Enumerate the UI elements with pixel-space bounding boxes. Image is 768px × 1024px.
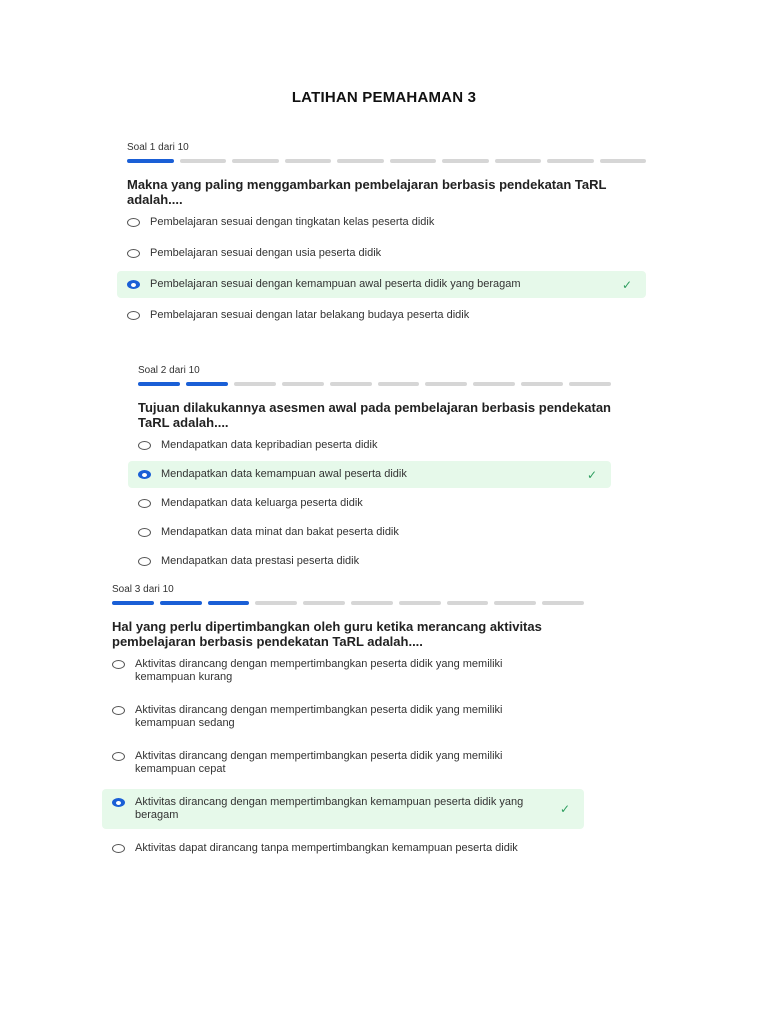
- radio-selected-icon[interactable]: [112, 798, 125, 807]
- radio-icon[interactable]: [112, 844, 125, 853]
- radio-icon[interactable]: [138, 441, 151, 450]
- answer-option[interactable]: [117, 246, 646, 261]
- progress-segment: [255, 601, 297, 605]
- question-counter: Soal 1 dari 10: [127, 142, 189, 153]
- answer-options: [127, 215, 646, 323]
- answer-option-label: Aktivitas dapat dirancang tanpa mempertimbangkan kemampuan peserta didik: [135, 842, 518, 854]
- progress-segment: [495, 159, 542, 163]
- progress-segment: [285, 159, 332, 163]
- answer-option[interactable]: [102, 657, 584, 685]
- question-counter: Soal 2 dari 10: [138, 365, 200, 376]
- answer-option-label: Aktivitas dirancang dengan mempertimbangkan peserta didik yang memiliki kemampuan cepat: [135, 750, 503, 775]
- radio-icon[interactable]: [112, 706, 125, 715]
- progress-bar: [127, 159, 646, 163]
- radio-selected-icon[interactable]: [138, 470, 151, 479]
- progress-segment: [180, 159, 227, 163]
- answer-option[interactable]: [102, 789, 584, 829]
- answer-options: [112, 657, 584, 856]
- answer-option[interactable]: [128, 461, 611, 488]
- answer-option-label: Aktivitas dirancang dengan mempertimbangkan peserta didik yang memiliki kemampuan sedang: [135, 704, 503, 729]
- progress-segment: [330, 382, 372, 386]
- quiz-question-2: [138, 365, 611, 569]
- progress-segment: [138, 382, 180, 386]
- radio-icon[interactable]: [127, 249, 140, 258]
- radio-selected-icon[interactable]: [127, 280, 140, 289]
- answer-option-label: Aktivitas dirancang dengan mempertimbangkan kemampuan peserta didik yang beragam: [135, 796, 524, 821]
- question-text: Makna yang paling menggambarkan pembelajaran berbasis pendekatan TaRL adalah....: [127, 177, 607, 207]
- progress-segment: [303, 601, 345, 605]
- answer-option-label: Mendapatkan data keluarga peserta didik: [161, 497, 363, 509]
- answer-option-label: Mendapatkan data prestasi peserta didik: [161, 555, 360, 567]
- quiz-question-3: [112, 584, 584, 856]
- answer-option[interactable]: [117, 271, 646, 298]
- radio-icon[interactable]: [127, 218, 140, 227]
- progress-segment: [127, 159, 174, 163]
- progress-segment: [521, 382, 563, 386]
- answer-option[interactable]: [117, 215, 646, 230]
- answer-option[interactable]: [128, 554, 611, 569]
- radio-icon[interactable]: [138, 528, 151, 537]
- radio-icon[interactable]: [112, 752, 125, 761]
- progress-bar: [112, 601, 584, 605]
- answer-option[interactable]: [128, 525, 611, 540]
- answer-option[interactable]: [128, 496, 611, 511]
- checkmark-icon: ✓: [621, 277, 632, 292]
- answer-option-label: Aktivitas dirancang dengan mempertimbangkan peserta didik yang memiliki kemampuan kurang: [135, 658, 503, 683]
- quiz-question-1: [127, 142, 646, 323]
- progress-segment: [351, 601, 393, 605]
- answer-option[interactable]: [102, 703, 584, 731]
- progress-segment: [442, 159, 489, 163]
- radio-icon[interactable]: [112, 660, 125, 669]
- progress-segment: [600, 159, 647, 163]
- answer-option-label: Pembelajaran sesuai dengan kemampuan awal peserta didik yang beragam: [150, 278, 521, 290]
- document-title: LATIHAN PEMAHAMAN 3: [291, 89, 477, 106]
- radio-icon[interactable]: [127, 311, 140, 320]
- progress-segment: [378, 382, 420, 386]
- answer-option[interactable]: [102, 841, 584, 856]
- question-counter: Soal 3 dari 10: [112, 584, 174, 595]
- checkmark-icon: ✓: [586, 467, 597, 482]
- progress-segment: [160, 601, 202, 605]
- question-text: Hal yang perlu dipertimbangkan oleh guru ketika merancang aktivitas pembelajaran berbasis pendekatan TaRL adalah....: [112, 619, 542, 649]
- progress-segment: [390, 159, 437, 163]
- progress-segment: [494, 601, 536, 605]
- radio-icon[interactable]: [138, 557, 151, 566]
- progress-segment: [232, 159, 279, 163]
- progress-segment: [186, 382, 228, 386]
- answer-option-label: Pembelajaran sesuai dengan latar belakang budaya peserta didik: [150, 309, 470, 321]
- progress-segment: [447, 601, 489, 605]
- answer-option-label: Pembelajaran sesuai dengan usia peserta didik: [150, 247, 382, 259]
- answer-option[interactable]: [117, 308, 646, 323]
- progress-bar: [138, 382, 611, 386]
- progress-segment: [337, 159, 384, 163]
- progress-segment: [399, 601, 441, 605]
- answer-option-label: Pembelajaran sesuai dengan tingkatan kelas peserta didik: [150, 216, 435, 228]
- radio-icon[interactable]: [138, 499, 151, 508]
- progress-segment: [542, 601, 584, 605]
- progress-segment: [473, 382, 515, 386]
- answer-option[interactable]: [128, 438, 611, 453]
- question-text: Tujuan dilakukannya asesmen awal pada pembelajaran berbasis pendekatan TaRL adalah....: [138, 400, 611, 430]
- progress-segment: [234, 382, 276, 386]
- answer-option[interactable]: [102, 749, 584, 777]
- answer-options: [138, 438, 611, 569]
- progress-segment: [425, 382, 467, 386]
- answer-option-label: Mendapatkan data kepribadian peserta didik: [161, 439, 378, 451]
- progress-segment: [282, 382, 324, 386]
- answer-option-label: Mendapatkan data kemampuan awal peserta didik: [161, 468, 407, 480]
- answer-option-label: Mendapatkan data minat dan bakat peserta didik: [161, 526, 399, 538]
- progress-segment: [547, 159, 594, 163]
- progress-segment: [208, 601, 250, 605]
- checkmark-icon: ✓: [559, 802, 570, 816]
- progress-segment: [569, 382, 611, 386]
- progress-segment: [112, 601, 154, 605]
